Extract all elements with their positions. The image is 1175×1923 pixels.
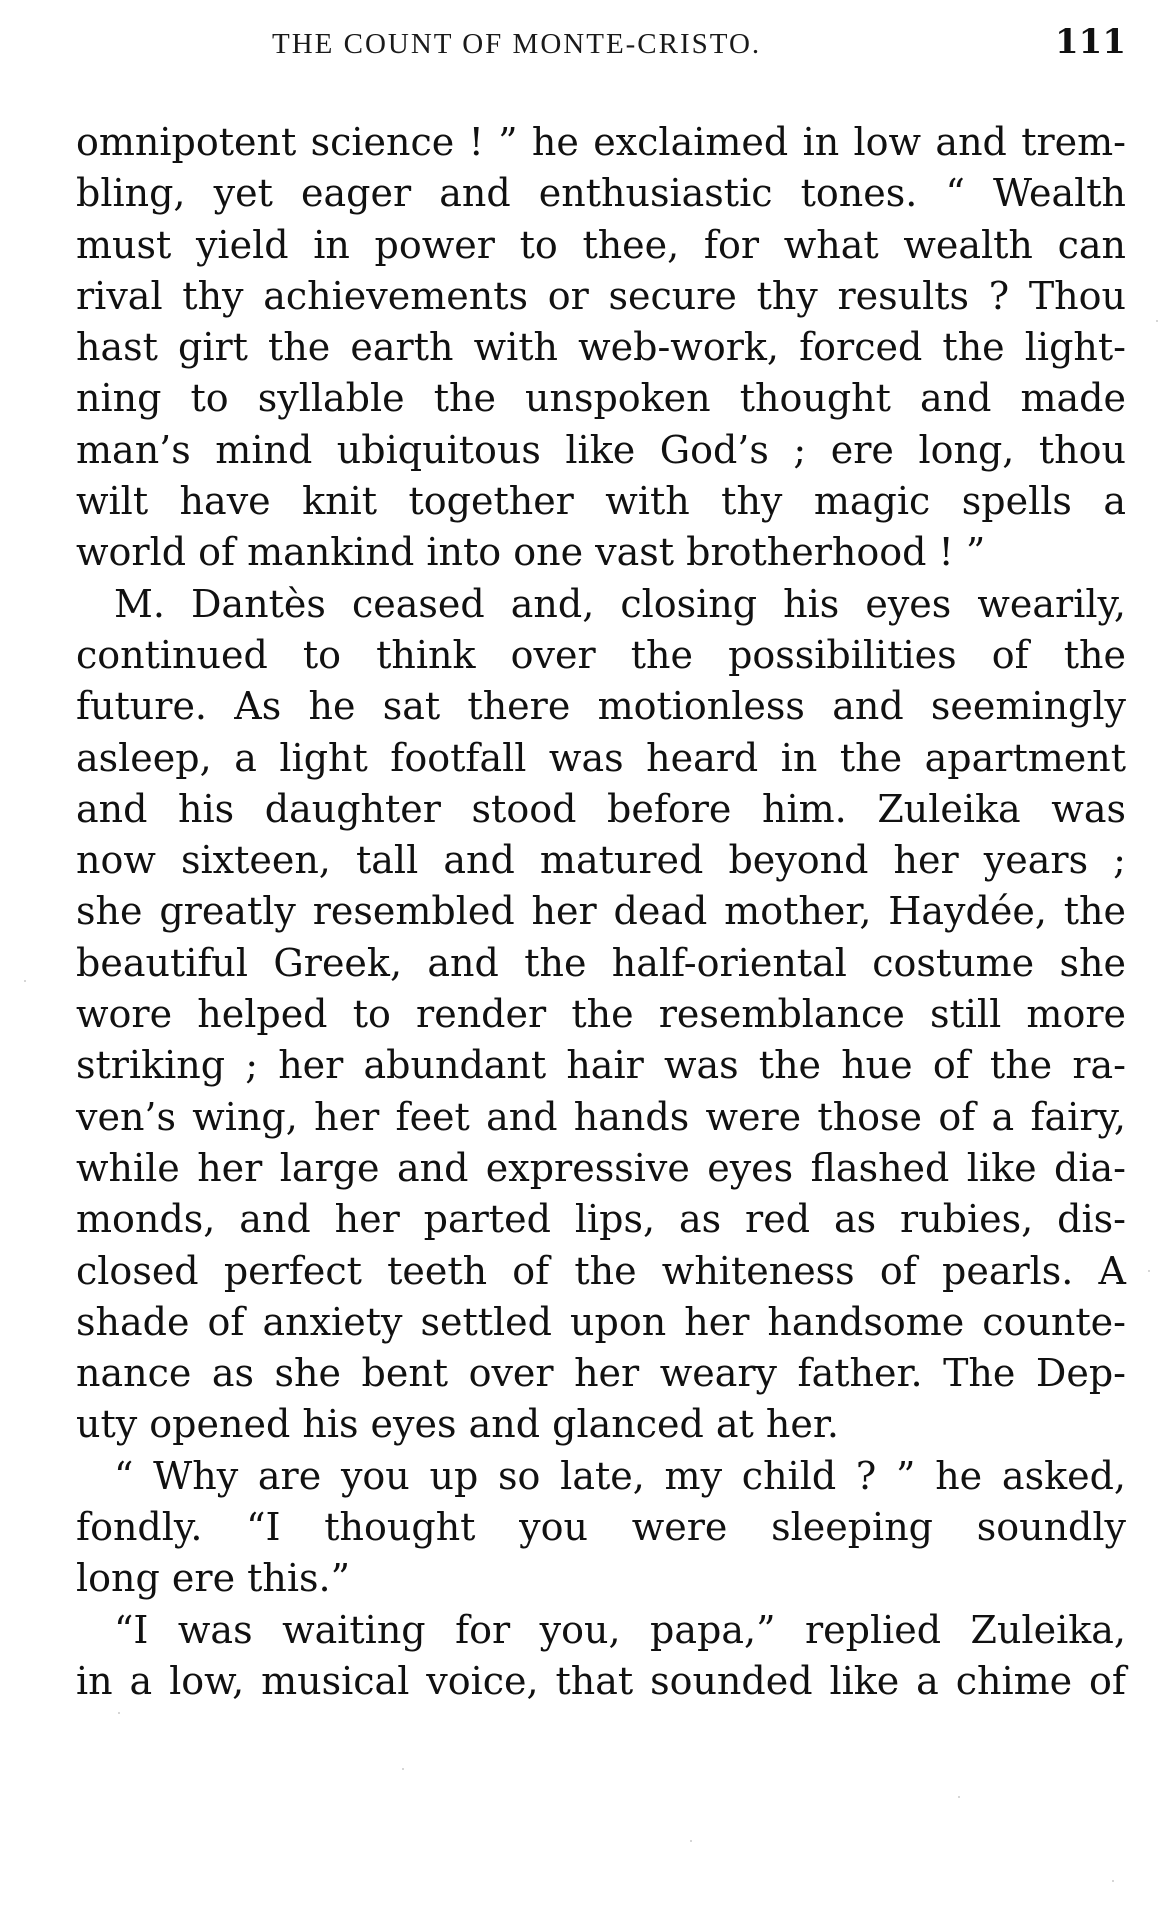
paper-speck xyxy=(958,1796,960,1798)
paper-speck xyxy=(24,980,26,982)
running-title: THE COUNT OF MONTE-CRISTO. xyxy=(272,28,762,60)
paper-speck xyxy=(1148,1270,1150,1272)
text-line: nance as she bent over her weary father. The Dep- xyxy=(76,1351,1126,1396)
paper-speck xyxy=(1156,320,1158,322)
text-line: striking ; her abundant hair was the hue of the ra- xyxy=(76,1043,1126,1088)
text-line: while her large and expressive eyes flashed like dia- xyxy=(76,1145,1126,1190)
text-line: fondly. “I thought you were sleeping soundly xyxy=(76,1505,1126,1550)
text-line: hast girt the earth with web-work, forced the light- xyxy=(76,325,1126,370)
paper-speck xyxy=(402,1768,404,1770)
text-line: asleep, a light footfall was heard in the apartment xyxy=(76,735,1126,780)
text-line: monds, and her parted lips, as red as rubies, dis- xyxy=(76,1197,1126,1242)
running-head xyxy=(76,22,1126,82)
text-line: rival thy achievements or secure thy results ? Thou xyxy=(76,273,1126,318)
text-line: wilt have knit together with thy magic spells a xyxy=(76,479,1126,524)
text-line: now sixteen, tall and matured beyond her years ; xyxy=(76,838,1126,883)
text-line: M. Dantès ceased and, closing his eyes wearily, xyxy=(114,581,1126,626)
text-line: bling, yet eager and enthusiastic tones. “ Wealth xyxy=(76,171,1126,216)
page-number: 111 xyxy=(1055,22,1126,62)
text-line: must yield in power to thee, for what wealth can xyxy=(76,222,1126,267)
text-line: she greatly resembled her dead mother, Haydée, the xyxy=(76,889,1126,934)
paper-speck xyxy=(118,1712,120,1714)
paper-speck xyxy=(690,1840,692,1842)
text-line: man’s mind ubiquitous like God’s ; ere long, thou xyxy=(76,427,1126,472)
text-line: “I was waiting for you, papa,” replied Zuleika, xyxy=(114,1607,1126,1652)
text-line: long ere this.” xyxy=(76,1556,351,1601)
text-line: future. As he sat there motionless and seemingly xyxy=(76,684,1126,729)
text-line: beautiful Greek, and the half-oriental costume she xyxy=(76,940,1126,985)
paper-speck xyxy=(1112,1880,1114,1882)
text-line: ning to syllable the unspoken thought and made xyxy=(76,376,1126,421)
text-line: continued to think over the possibilities of the xyxy=(76,632,1126,677)
text-line: uty opened his eyes and glanced at her. xyxy=(76,1402,839,1447)
text-line: ven’s wing, her feet and hands were those of a fairy, xyxy=(76,1094,1126,1139)
text-line: closed perfect teeth of the whiteness of pearls. A xyxy=(76,1248,1126,1293)
text-line: world of mankind into one vast brotherhood ! ” xyxy=(76,530,986,575)
text-line: in a low, musical voice, that sounded like a chime of xyxy=(76,1658,1126,1703)
body-text xyxy=(76,117,1126,1707)
text-line: “ Why are you up so late, my child ? ” he asked, xyxy=(114,1453,1126,1498)
text-line: wore helped to render the resemblance still more xyxy=(76,992,1126,1037)
text-line: shade of anxiety settled upon her handsome counte- xyxy=(76,1299,1126,1344)
text-line: omnipotent science ! ” he exclaimed in low and trem- xyxy=(76,120,1126,164)
text-line: and his daughter stood before him. Zuleika was xyxy=(76,786,1126,831)
